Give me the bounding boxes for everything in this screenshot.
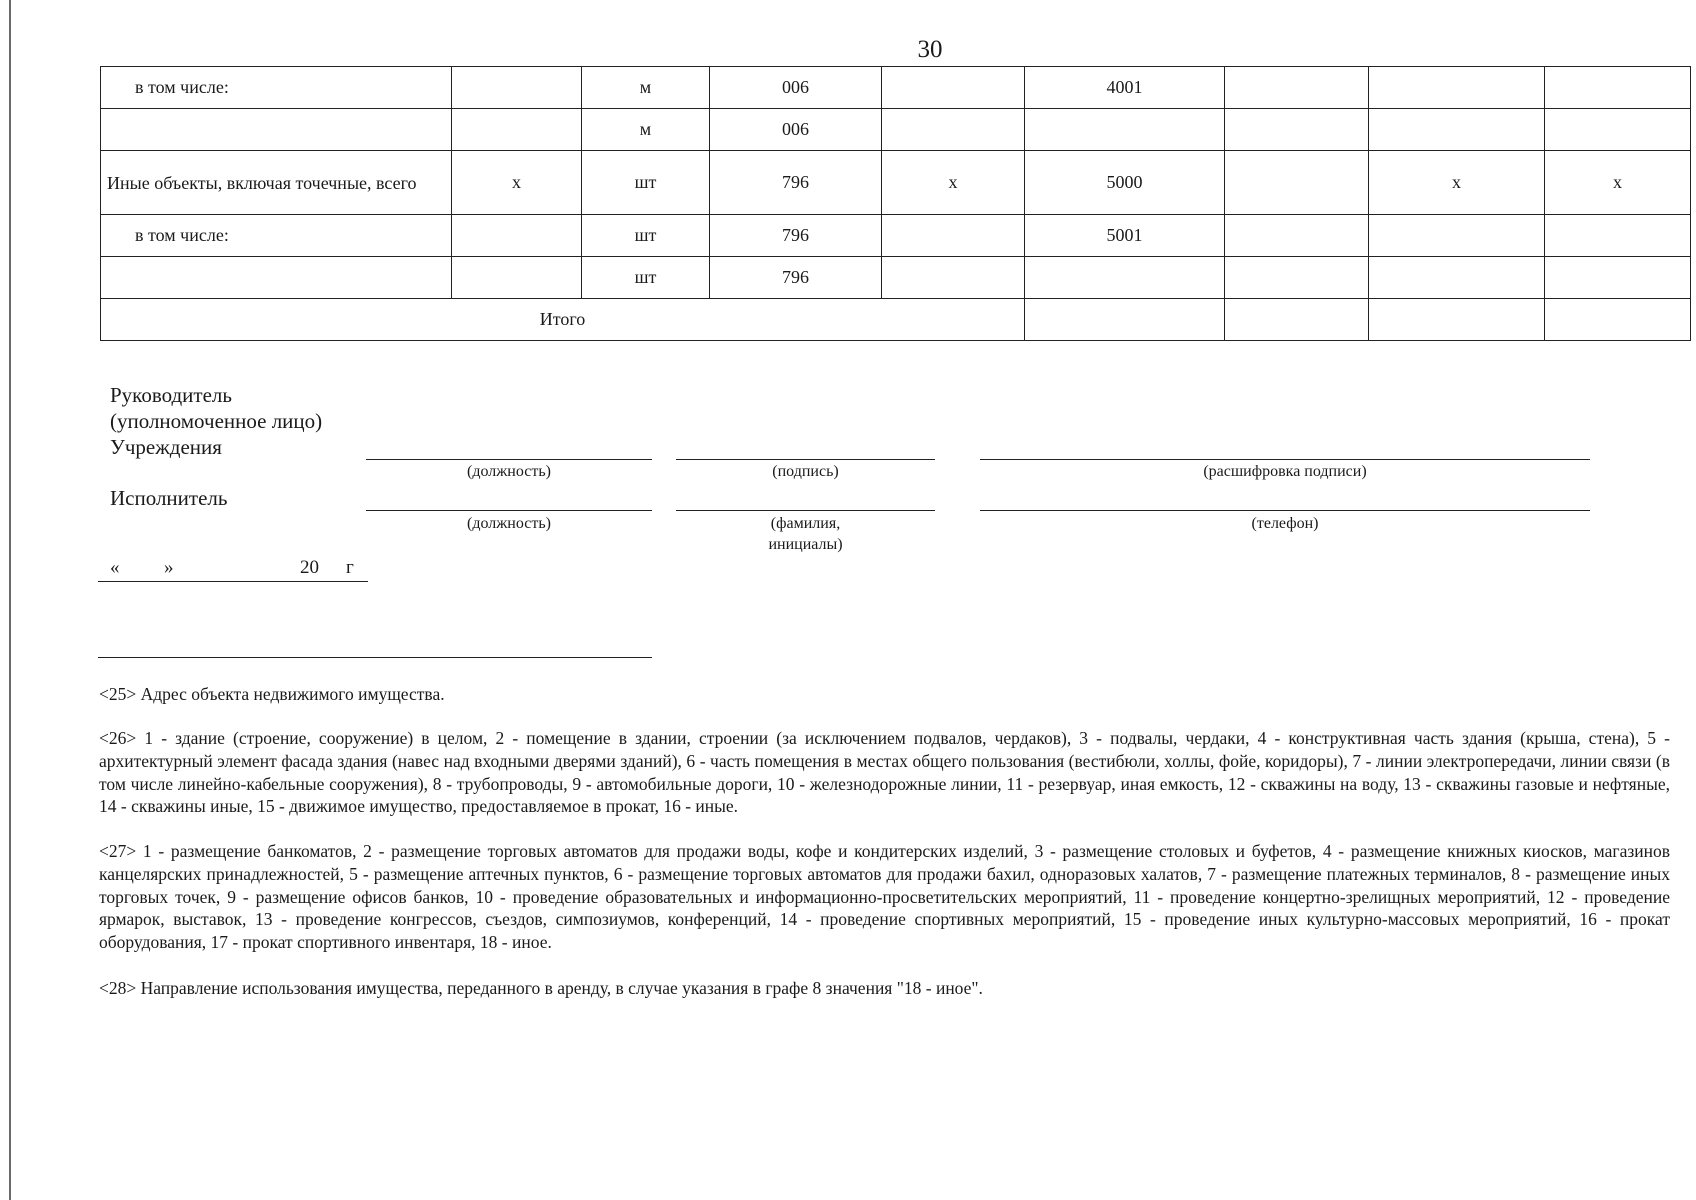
- executor-position-caption: (должность): [467, 515, 551, 532]
- cell: [882, 257, 1025, 299]
- cell: х: [452, 151, 582, 215]
- date-close-quote: »: [164, 557, 174, 578]
- head-position-line: [366, 459, 652, 460]
- cell: [1369, 257, 1545, 299]
- unit-code-cell: 796: [710, 257, 882, 299]
- unit-cell: м: [582, 67, 710, 109]
- row-label: [101, 109, 452, 151]
- total-cell: [1545, 299, 1691, 341]
- date-year: 20: [300, 557, 319, 578]
- cell: [1545, 215, 1691, 257]
- total-cell: [1225, 299, 1369, 341]
- total-label: Итого: [101, 299, 1025, 341]
- row-label: Иные объекты, включая точечные, всего: [101, 151, 452, 215]
- executor-label: Исполнитель: [110, 486, 228, 510]
- cell: [1225, 67, 1369, 109]
- executor-phone-line: [980, 510, 1590, 511]
- unit-code-cell: 006: [710, 109, 882, 151]
- row-label: [101, 257, 452, 299]
- cell: [1545, 257, 1691, 299]
- cell: [452, 257, 582, 299]
- head-decoding-caption: (расшифровка подписи): [1203, 463, 1367, 480]
- cell: [1225, 257, 1369, 299]
- unit-code-cell: 796: [710, 151, 882, 215]
- total-cell: [1369, 299, 1545, 341]
- property-table: [100, 66, 1691, 341]
- cell: [882, 109, 1025, 151]
- head-decoding-line: [980, 459, 1590, 460]
- cell: х: [1545, 151, 1691, 215]
- cell: [1369, 215, 1545, 257]
- head-signature-line: [676, 459, 935, 460]
- footnote-separator: [98, 657, 652, 658]
- footnote-25: <25> Адрес объекта недвижимого имущества.: [99, 684, 445, 704]
- cell: [1369, 109, 1545, 151]
- head-signature-caption: (подпись): [772, 463, 839, 480]
- cell: [1225, 109, 1369, 151]
- cell: х: [882, 151, 1025, 215]
- table-row: [101, 215, 1691, 257]
- cell: [1225, 215, 1369, 257]
- footnote-26: <26> 1 - здание (строение, сооружение) в целом, 2 - помещение в здании, строении (за исключением подвалов, чердаков), 3 - подвалы, чердаки, 4 - конструктивная часть здания (крыша, стена), 5 - архитектурный элемент фасада здания (навес над входными дверями зданий), 6 - часть помещения в местах общего пользования (вестибюли, холлы, фойе, коридоры), 7 - линии электропередачи, линии связи (в том числе линейно-кабельные сооружения), 8 - трубопроводы, 9 - автомобильные дороги, 10 - железнодорожные линии, 11 - резервуар, иная емкость, 12 - скважины на воду, 13 - скважины газовые и нефтяные, 14 - скважины иные, 15 - движимое имущество, предоставляемое в прокат, 16 - иные.: [99, 728, 1670, 817]
- head-label-line: Руководитель: [110, 383, 232, 407]
- cell: [1545, 109, 1691, 151]
- head-label-line: (уполномоченное лицо): [110, 409, 323, 433]
- unit-cell: м: [582, 109, 710, 151]
- table-row: [101, 67, 1691, 109]
- cell: [452, 67, 582, 109]
- unit-cell: шт: [582, 215, 710, 257]
- cell: [1545, 67, 1691, 109]
- line-code-cell: 5000: [1025, 151, 1225, 215]
- table-row: [101, 109, 1691, 151]
- unit-code-cell: 796: [710, 215, 882, 257]
- line-code-cell: 5001: [1025, 215, 1225, 257]
- cell: [882, 215, 1025, 257]
- cell: х: [1369, 151, 1545, 215]
- executor-name-caption-line: (фамилия,: [770, 515, 841, 532]
- head-label: [110, 382, 322, 460]
- head-position-caption: (должность): [467, 463, 551, 480]
- unit-code-cell: 006: [710, 67, 882, 109]
- line-code-cell: 4001: [1025, 67, 1225, 109]
- executor-name-line: [676, 510, 935, 511]
- footnote-28: <28> Направление использования имущества, переданного в аренду, в случае указания в графе 8 значения "18 - иное".: [99, 978, 983, 998]
- cell: [1369, 67, 1545, 109]
- date-year-suffix: г: [346, 557, 354, 578]
- cell: [452, 215, 582, 257]
- cell: [1225, 151, 1369, 215]
- date-open-quote: «: [110, 557, 120, 578]
- unit-cell: шт: [582, 257, 710, 299]
- executor-name-caption-line: инициалы): [768, 536, 843, 553]
- line-code-cell: [1025, 109, 1225, 151]
- executor-position-line: [366, 510, 652, 511]
- table-row: [101, 151, 1691, 215]
- page-edge-rule: [9, 0, 11, 1200]
- line-code-cell: [1025, 257, 1225, 299]
- executor-phone-caption: (телефон): [1251, 515, 1319, 532]
- unit-cell: шт: [582, 151, 710, 215]
- cell: [882, 67, 1025, 109]
- footnote-27: <27> 1 - размещение банкоматов, 2 - размещение торговых автоматов для продажи воды, кофе и кондитерских изделий, 3 - размещение столовых и буфетов, 4 - размещение книжных киосков, магазинов канцелярских принадлежностей, 5 - размещение аптечных пунктов, 6 - размещение торговых автоматов для продажи бахил, одноразовых халатов, 7 - размещение платежных терминалов, 8 - размещение иных торговых точек, 9 - размещение офисов банков, 10 - проведение образовательных и информационно-просветительских мероприятий, 11 - проведение концертно-зрелищных мероприятий, 12 - проведение ярмарок, выставок, 13 - проведение конгрессов, съездов, симпозиумов, конференций, 14 - проведение спортивных мероприятий, 15 - проведение иных культурно-массовых мероприятий, 16 - прокат оборудования, 17 - прокат спортивного инвентаря, 18 - иное.: [99, 841, 1670, 953]
- executor-name-caption: [676, 513, 935, 555]
- total-row: [101, 299, 1691, 341]
- date-line: [98, 581, 368, 582]
- row-label: в том числе:: [101, 67, 452, 109]
- head-label-line: Учреждения: [110, 435, 222, 459]
- page-number: 30: [917, 36, 943, 63]
- row-label: в том числе:: [101, 215, 452, 257]
- cell: [452, 109, 582, 151]
- total-cell: [1025, 299, 1225, 341]
- table-row: [101, 257, 1691, 299]
